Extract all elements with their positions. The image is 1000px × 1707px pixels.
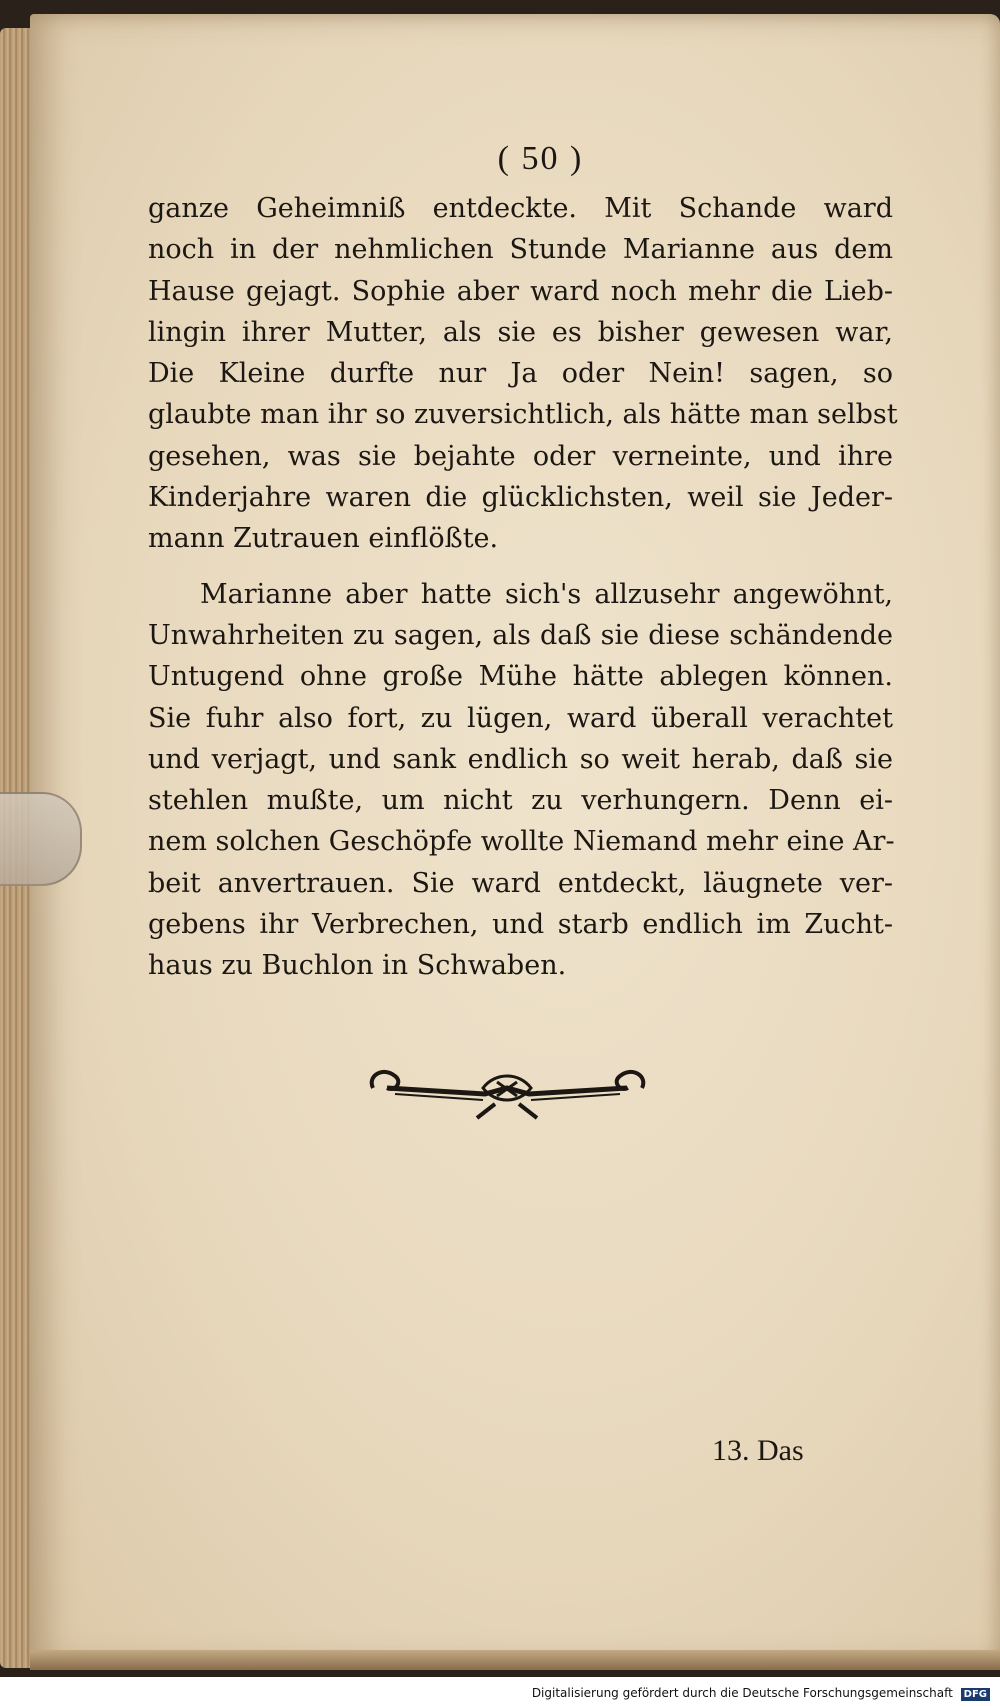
text-line: Sie fuhr also fort, zu lügen, ward überall verachtet — [148, 702, 893, 734]
footer-credit — [532, 1686, 990, 1701]
text-line: gebens ihr Verbrechen, und starb endlich im Zucht- — [148, 909, 893, 941]
text-line: ganze Geheimniß entdeckte. Mit Schande ward — [148, 193, 893, 224]
paragraph — [148, 188, 898, 560]
text-line: Untugend ohne große Mühe hätte ablegen können. — [148, 661, 893, 693]
ornament-icon — [365, 1058, 650, 1120]
dfg-logo-icon: DFG — [961, 1688, 990, 1701]
text-line: und verjagt, und sank endlich so weit herab, daß sie — [148, 743, 893, 775]
text-line: noch in der nehmlichen Stunde Marianne aus dem — [148, 234, 893, 266]
page-number: ( 50 ) — [497, 140, 584, 177]
text-line: Hause gejagt. Sophie aber ward noch mehr die Lieb- — [148, 275, 893, 307]
text-line: gesehen, was sie bejahte oder verneinte, und ihre — [148, 440, 893, 472]
paragraph — [148, 574, 893, 987]
text-line: Marianne aber hatte sich's allzusehr angewöhnt, — [200, 578, 893, 610]
page-clip — [0, 792, 82, 886]
text-line: beit anvertrauen. Sie ward entdeckt, läugnete ver- — [148, 867, 893, 899]
footer-bar — [0, 1677, 1000, 1707]
text-line: lingin ihrer Mutter, als sie es bisher gewesen war, — [148, 316, 893, 348]
text-line: Kinderjahre waren die glücklichsten, weil sie Jeder- — [148, 482, 893, 514]
text-line: mann Zutrauen einflößte. — [148, 523, 499, 555]
text-line: Die Kleine durfte nur Ja oder Nein! sagen, so — [148, 358, 893, 390]
text-line: haus zu Buchlon in Schwaben. — [148, 950, 567, 982]
text-line: Unwahrheiten zu sagen, als daß sie diese schändende — [148, 619, 893, 651]
text-line: glaubte man ihr so zuversichtlich, als hätte man selbst — [148, 399, 898, 431]
text-line: stehlen mußte, um nicht zu verhungern. Denn ei- — [148, 785, 893, 817]
page-bottom-edge — [30, 1650, 1000, 1670]
text-column — [148, 130, 898, 987]
catchword: 13. Das — [712, 1434, 804, 1467]
text-line: nem solchen Geschöpfe wollte Niemand mehr eine Ar- — [148, 826, 895, 858]
body-text — [148, 188, 898, 987]
footer-credit-text: Digitalisierung gefördert durch die Deutsche Forschungsgemeinschaft — [531, 1686, 953, 1700]
